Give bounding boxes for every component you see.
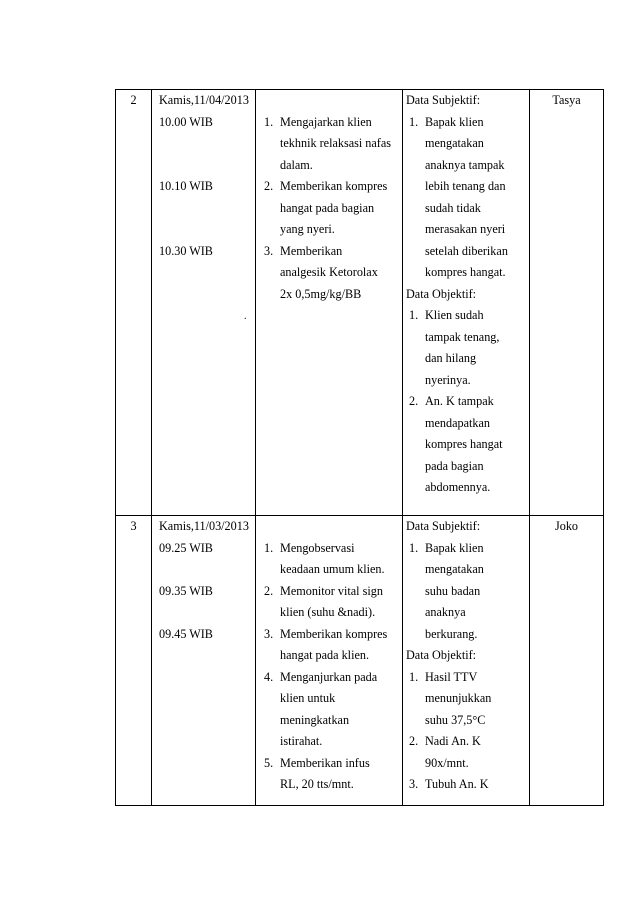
action-item: 1. Mengajarkan klien tekhnik relaksasi nafas dalam. <box>264 114 392 172</box>
date-time-cell <box>152 516 256 806</box>
action-item: 2. Memonitor vital sign klien (suhu &nadi). <box>264 583 383 619</box>
objective-item: 3. Tubuh An. K <box>409 777 489 791</box>
objective-header: Data Objektif: <box>406 648 477 662</box>
subjective-item: 1. Bapak klien mengatakan suhu badan anaknya berkurang. <box>409 540 484 641</box>
action-item: 4. Menganjurkan pada klien untuk meningkatkan istirahat. <box>264 669 378 748</box>
objective-header: Data Objektif: <box>406 286 477 301</box>
subjective-item: 1. Bapak klien mengatakan anaknya tampak lebih tenang dan sudah tidak merasakan nyeri setelah diberikan kompres hangat. <box>409 114 508 279</box>
table-row <box>116 90 604 516</box>
date: Kamis,11/04/2013 <box>159 93 249 107</box>
action-item: 3. Memberikan kompres hangat pada klien. <box>264 626 388 662</box>
action-item: 1. Mengobservasi keadaan umum klien. <box>264 540 385 576</box>
time: 09.25 WIB <box>159 540 213 555</box>
action-item: 3. Memberikan analgesik Ketorolax 2x 0,5mg/kg/BB <box>264 243 378 301</box>
time: 09.35 WIB <box>159 583 213 598</box>
actions-cell <box>244 90 403 516</box>
nurse-name: Joko <box>530 516 604 806</box>
date: Kamis,11/03/2013 <box>159 519 249 533</box>
actions-cell <box>256 516 403 806</box>
stray-mark: . <box>244 311 247 322</box>
evaluation-cell <box>403 90 530 516</box>
objective-item: 2. Nadi An. K 90x/mnt. <box>409 734 481 770</box>
time: 09.45 WIB <box>159 626 213 641</box>
time: 10.10 WIB <box>159 179 213 193</box>
subjective-header: Data Subjektif: <box>406 93 481 107</box>
subjective-header: Data Subjektif: <box>406 519 481 533</box>
time: 10.30 WIB <box>159 243 213 258</box>
action-item: 2. Memberikan kompres hangat pada bagian yang nyeri. <box>264 179 388 236</box>
action-item: 5. Memberikan infus RL, 20 tts/mnt. <box>264 755 370 791</box>
row-number: 2 <box>116 90 152 516</box>
objective-item: 1. Hasil TTV menunjukkan suhu 37,5°C <box>409 669 492 727</box>
evaluation-cell <box>403 516 530 806</box>
nurse-name: Tasya <box>530 90 604 516</box>
objective-item: 1. Klien sudah tampak tenang, dan hilang nyerinya. <box>409 308 500 387</box>
objective-item: 2. An. K tampak mendapatkan kompres hangat pada bagian abdomennya. <box>409 394 503 494</box>
date-time-cell <box>152 90 256 516</box>
time: 10.00 WIB <box>159 114 213 129</box>
table-row <box>116 516 604 806</box>
row-number: 3 <box>116 516 152 806</box>
nursing-implementation-table <box>115 89 604 806</box>
